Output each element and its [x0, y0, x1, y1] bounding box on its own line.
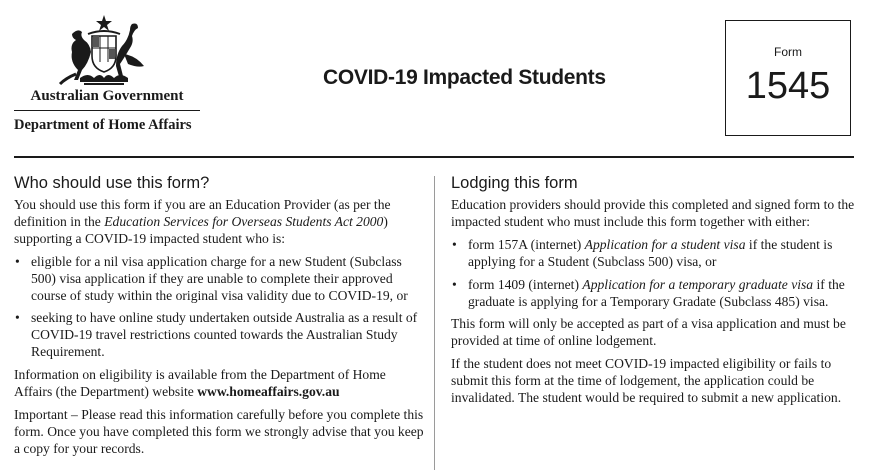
- form-number: 1545: [745, 65, 831, 107]
- eligibility-list: [14, 254, 424, 361]
- list-item: • seeking to have online study undertaken outside Australia as a result of COVID-19 travel restrictions counted towards the Australian Study Requirement.: [15, 310, 418, 360]
- bullet-icon: •: [452, 276, 457, 292]
- bullet-icon: •: [452, 236, 457, 252]
- intro-paragraph: You should use this form if you are an Education Provider (as per the definition in the Education Services for Overseas Students Act 2000) supporting a COVID-19 impacted student who is:: [14, 197, 391, 246]
- who-should-use-section: [14, 172, 424, 464]
- form-name: Application for a temporary graduate visa: [582, 276, 814, 292]
- column-divider: [434, 176, 435, 470]
- important-paragraph: Important – Please read this information carefully before you complete this form. Once you have completed this form we strongly advise that you keep a copy for your records.: [14, 406, 424, 456]
- info-paragraph: Information on eligibility is available from the Department of Home Affairs (the Department) website www.homeaffairs.gov.au: [14, 367, 386, 400]
- form-name: Application for a student visa: [584, 236, 746, 252]
- header-divider: [14, 156, 854, 158]
- list-item: • eligible for a nil visa application charge for a new Student (Subclass 500) visa application if they are unable to complete their approved course of study within the original visa validity due to COVID-19, or: [15, 253, 408, 303]
- form-number-box: [725, 20, 851, 136]
- act-title: Education Services for Overseas Students Act 2000: [104, 213, 384, 229]
- bullet-icon: •: [15, 253, 20, 269]
- bullet-icon: •: [15, 310, 20, 326]
- form-title: COVID-19 Impacted Students: [323, 66, 606, 89]
- list-item: • form 157A (internet) Application for a student visa if the student is applying for a Student (Subclass 500) visa, or: [452, 236, 833, 269]
- lodging-section: [451, 172, 861, 413]
- section-heading: Who should use this form?: [14, 174, 210, 192]
- department-name: Department of Home Affairs: [14, 117, 192, 133]
- website-url[interactable]: www.homeaffairs.gov.au: [197, 384, 340, 400]
- government-name: Australian Government: [30, 88, 184, 104]
- list-item: • form 1409 (internet) Application for a temporary graduate visa if the graduate is applying for a Temporary Gradate (Subclass 485) visa.: [452, 276, 845, 309]
- intro-paragraph: Education providers should provide this completed and signed form to the impacted student who must include this form together with either:: [451, 197, 855, 229]
- invalid-paragraph: If the student does not meet COVID-19 impacted eligibility or fails to submit this form at the time of lodgement, the application could be invalidated. The student would be required to submit a new application.: [451, 356, 842, 406]
- forms-list: [451, 237, 861, 311]
- coat-of-arms-icon: [58, 14, 150, 88]
- form-label: Form: [774, 45, 802, 59]
- section-heading: Lodging this form: [451, 174, 578, 192]
- accepted-paragraph: This form will only be accepted as part of a visa application and must be provided at time of online lodgement.: [451, 316, 846, 349]
- government-divider: [14, 110, 200, 111]
